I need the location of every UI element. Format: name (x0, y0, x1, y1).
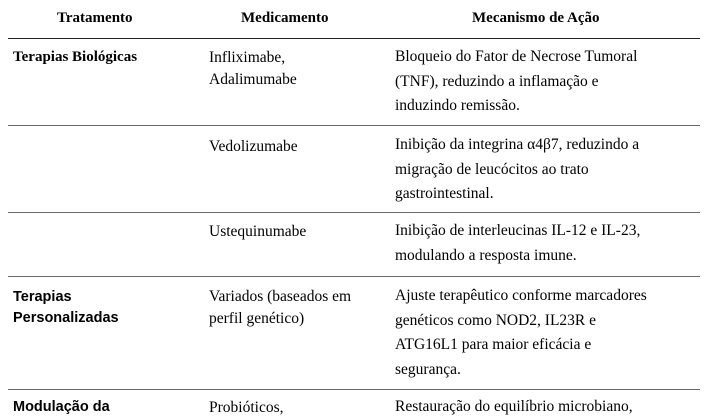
cell-text: Terapias (13, 289, 72, 305)
cell-text: Inibição de interleucinas IL-12 e IL-23, (395, 222, 641, 239)
cell-tratamento (13, 47, 193, 68)
cell-tratamento (13, 287, 193, 329)
header-tratamento: Tratamento (57, 10, 133, 26)
cell-text: Terapias Biológicas (13, 49, 138, 65)
cell-text: Restauração do equilíbrio microbiano, (395, 398, 633, 415)
cell-text: Probióticos, (209, 399, 284, 416)
cell-mecanismo (395, 284, 700, 382)
cell-text: Ajuste terapêutico conforme marcadores (395, 287, 647, 304)
cell-text: genéticos como NOD2, IL23R e (395, 311, 597, 329)
cell-text: Infliximabe, (209, 49, 286, 66)
cell-text: gastrointestinal. (395, 185, 494, 202)
cell-text: modulando a resposta imune. (395, 246, 577, 264)
cell-medicamento (209, 397, 387, 419)
cell-mecanismo (395, 395, 700, 420)
cell-text: Variados (baseados em (209, 288, 352, 305)
header-mecanismo: Mecanismo de Ação (472, 10, 600, 26)
row-divider (8, 125, 700, 126)
cell-text: Inibição da integrina α4β7, reduzindo a (395, 136, 640, 153)
cell-tratamento (13, 397, 193, 418)
cell-text: Vedolizumabe (209, 138, 298, 155)
cell-medicamento (209, 286, 387, 329)
header-medicamento: Medicamento (241, 10, 329, 26)
cell-text: Adalimumabe (209, 70, 297, 88)
row-divider (8, 389, 700, 390)
cell-text: Personalizadas (13, 310, 119, 326)
cell-mecanismo (395, 45, 700, 119)
row-divider (8, 276, 700, 277)
cell-text: induzindo remissão. (395, 97, 520, 114)
cell-text: migração de leucócitos ao trato (395, 160, 589, 178)
row-divider (8, 212, 700, 213)
cell-medicamento (209, 136, 387, 158)
cell-mecanismo (395, 219, 700, 268)
cell-text: Modulação da (13, 399, 110, 415)
cell-text: segurança. (395, 360, 461, 378)
cell-text: (TNF), reduzindo a inflamação e (395, 72, 599, 90)
cell-text: Ustequinumabe (209, 223, 307, 240)
cell-text: ATG16L1 para maior eficácia e (395, 336, 592, 353)
cell-text: Bloqueio do Fator de Necrose Tumoral (395, 48, 638, 65)
cell-medicamento (209, 221, 387, 243)
cell-medicamento (209, 47, 387, 90)
header-rule (8, 38, 700, 39)
cell-text: perfil genético) (209, 309, 305, 327)
cell-mecanismo (395, 133, 700, 207)
